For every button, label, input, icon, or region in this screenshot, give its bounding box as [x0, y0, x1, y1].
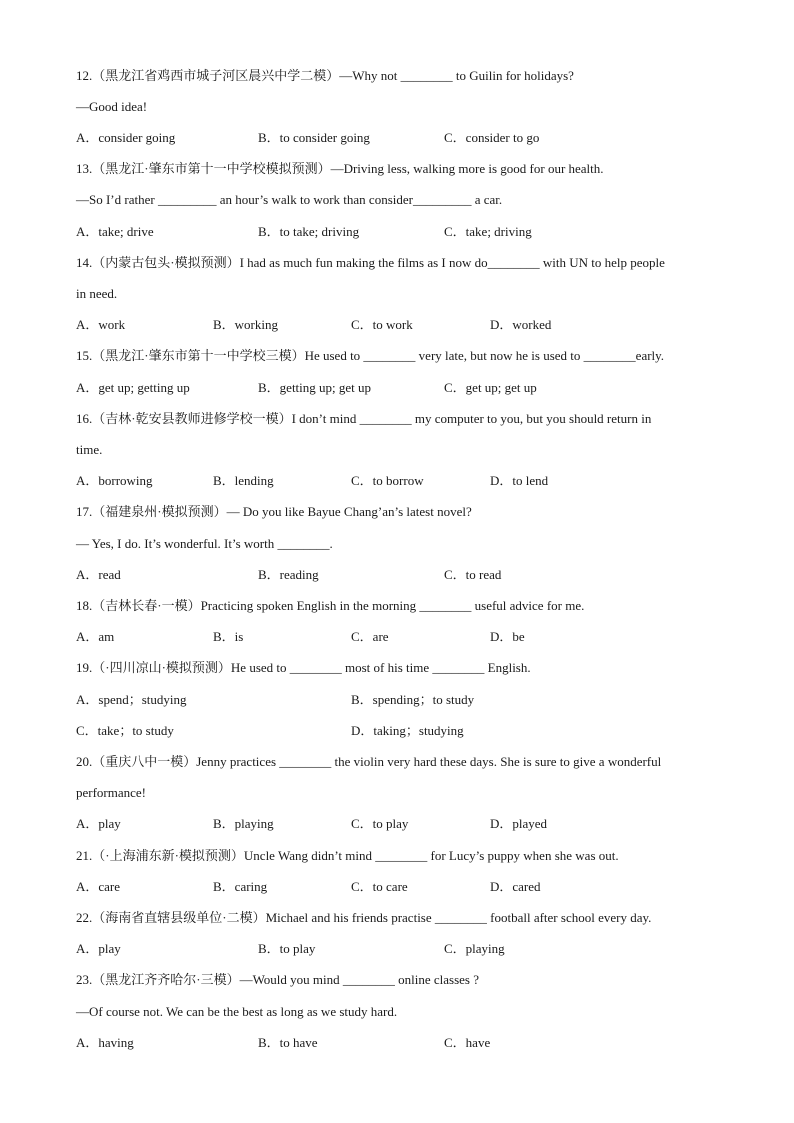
- question-17-option-c: C．to read: [444, 567, 502, 582]
- question-16-option-c: C．to borrow: [351, 473, 424, 488]
- question-16-continuation: time.: [76, 442, 103, 457]
- question-20-continuation: performance!: [76, 785, 147, 800]
- question-14-option-a: A．work: [76, 317, 126, 332]
- question-12-stem: 12.（黑龙江省鸡西市城子河区晨兴中学二模）—Why not ________ to Guilin for holidays?: [76, 68, 574, 83]
- question-15-option-c: C．get up; get up: [444, 380, 537, 395]
- question-14-option-b: B．working: [213, 317, 279, 332]
- question-18-stem: 18.（吉林长春·一模）Practicing spoken English in the morning ________ useful advice for me.: [76, 598, 585, 613]
- question-19-option-b: B．spending；to study: [351, 692, 475, 707]
- question-23-continuation: —Of course not. We can be the best as long as we study hard.: [76, 1004, 398, 1019]
- question-22-option-a: A．play: [76, 941, 121, 956]
- question-21-stem: 21.（·上海浦东新·模拟预测）Uncle Wang didn’t mind ________ for Lucy’s puppy when she was out.: [76, 848, 619, 863]
- question-16-option-b: B．lending: [213, 473, 274, 488]
- question-13-continuation: —So I’d rather _________ an hour’s walk to work than consider_________ a car.: [76, 192, 503, 207]
- question-13-stem: 13.（黑龙江·肇东市第十一中学校模拟预测）—Driving less, walking more is good for our health.: [76, 161, 604, 176]
- question-20-option-c: C．to play: [351, 816, 409, 831]
- question-14-stem: 14.（内蒙古包头·模拟预测）I had as much fun making the films as I now do________ with UN to help people: [76, 255, 665, 270]
- question-23-option-b: B．to have: [258, 1035, 318, 1050]
- question-19-option-d: D．taking；studying: [351, 723, 464, 738]
- question-18-option-b: B．is: [213, 629, 244, 644]
- question-18-option-d: D．be: [490, 629, 525, 644]
- question-23-option-c: C．have: [444, 1035, 491, 1050]
- question-19-stem: 19.（·四川凉山·模拟预测）He used to ________ most of his time ________ English.: [76, 660, 531, 675]
- question-14-continuation: in need.: [76, 286, 118, 301]
- question-21-option-c: C．to care: [351, 879, 408, 894]
- question-15-option-a: A．get up; getting up: [76, 380, 190, 395]
- question-12-option-b: B．to consider going: [258, 130, 370, 145]
- question-15-option-b: B．getting up; get up: [258, 380, 372, 395]
- question-13-option-c: C．take; driving: [444, 224, 532, 239]
- question-16-stem: 16.（吉林·乾安县教师进修学校一模）I don’t mind ________ my computer to you, but you should return in: [76, 411, 652, 426]
- question-23-option-a: A．having: [76, 1035, 134, 1050]
- question-17-option-b: B．reading: [258, 567, 319, 582]
- question-15-stem: 15.（黑龙江·肇东市第十一中学校三模）He used to ________ very late, but now he is used to ________early.: [76, 348, 665, 363]
- question-16-option-a: A．borrowing: [76, 473, 153, 488]
- question-20-stem: 20.（重庆八中一模）Jenny practices ________ the violin very hard these days. She is sure to give a wonderful: [76, 754, 662, 769]
- question-13-option-a: A．take; drive: [76, 224, 154, 239]
- question-18-option-a: A．am: [76, 629, 115, 644]
- question-13-option-b: B．to take; driving: [258, 224, 360, 239]
- question-22-stem: 22.（海南省直辖县级单位·二模）Michael and his friends practise ________ football after school every day.: [76, 910, 652, 925]
- question-14-option-d: D．worked: [490, 317, 552, 332]
- question-12-option-c: C．consider to go: [444, 130, 540, 145]
- question-22-option-c: C．playing: [444, 941, 505, 956]
- question-17-stem: 17.（福建泉州·模拟预测）— Do you like Bayue Chang’an’s latest novel?: [76, 504, 472, 519]
- question-12-continuation: —Good idea!: [76, 99, 148, 114]
- question-20-option-d: D．played: [490, 816, 548, 831]
- question-20-option-b: B．playing: [213, 816, 274, 831]
- question-12-option-a: A．consider going: [76, 130, 176, 145]
- question-17-continuation: — Yes, I do. It’s wonderful. It’s worth ________.: [76, 536, 333, 551]
- question-16-option-d: D．to lend: [490, 473, 549, 488]
- question-17-option-a: A．read: [76, 567, 121, 582]
- question-19-option-a: A．spend；studying: [76, 692, 187, 707]
- question-14-option-c: C．to work: [351, 317, 413, 332]
- question-22-option-b: B．to play: [258, 941, 316, 956]
- question-19-option-c: C．take；to study: [76, 723, 174, 738]
- question-21-option-d: D．cared: [490, 879, 541, 894]
- question-21-option-b: B．caring: [213, 879, 268, 894]
- question-20-option-a: A．play: [76, 816, 121, 831]
- question-18-option-c: C．are: [351, 629, 389, 644]
- question-21-option-a: A．care: [76, 879, 121, 894]
- question-23-stem: 23.（黑龙江齐齐哈尔·三模）—Would you mind ________ online classes ?: [76, 972, 480, 987]
